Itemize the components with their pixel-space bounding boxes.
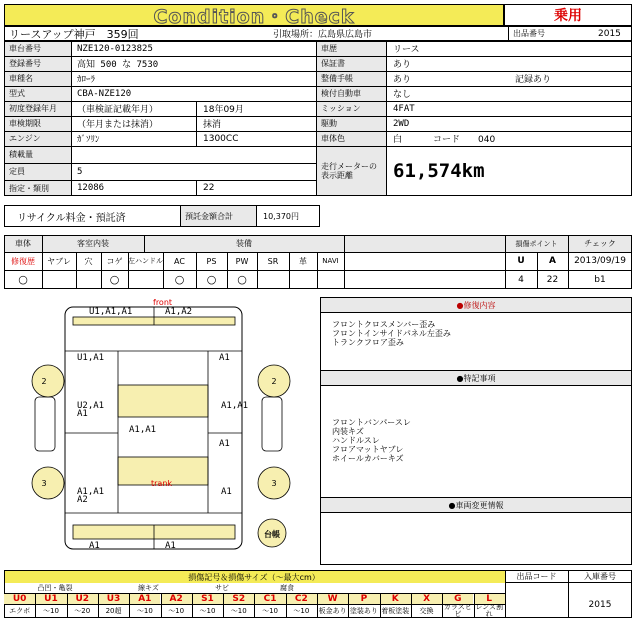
spec-value-2: コード 040 (433, 135, 496, 145)
col-divider (161, 593, 162, 618)
equipment-flag: ○ (109, 273, 120, 286)
special-line: フロントバンパースレ (332, 418, 411, 427)
repair-line: トランクフロア歪み (332, 338, 404, 347)
spec-value: NZE120-0123825 (77, 43, 153, 54)
row-divider (4, 131, 316, 132)
col-divider (196, 252, 197, 289)
equipment-flag: ○ (237, 273, 247, 286)
spec-label: 定員 (9, 167, 25, 176)
spec-label: 指定・類別 (9, 183, 49, 193)
car-outline (4, 295, 316, 553)
legend-code: C2 (286, 593, 317, 604)
mark-right-rear-door: A1 (219, 438, 230, 449)
col-divider (129, 593, 130, 618)
front-label: front (153, 297, 173, 307)
legend-size: ～10 (136, 606, 153, 615)
spec-label: 車台番号 (9, 44, 41, 53)
row-divider (4, 604, 505, 605)
legend-size: ガラスヒビ (443, 604, 472, 618)
spec-value: ｶﾛｰﾗ (77, 75, 96, 85)
legend-group: 腐食 (280, 584, 294, 592)
deposit-value: 10,370円 (263, 211, 299, 221)
legend-code: L (474, 593, 505, 604)
col-divider (196, 131, 197, 146)
change-header: ●車両変更情報 (448, 500, 504, 510)
legend-code: G (442, 593, 473, 604)
recycle-label: リサイクル料金・預託済 (17, 212, 126, 224)
equipment-flag: ○ (174, 273, 185, 286)
odometer-value: 61,574km (393, 159, 485, 182)
col-divider (35, 593, 36, 618)
equipment-item: 革 (299, 256, 307, 266)
spec-value-2: 22 (203, 183, 215, 193)
legend-group: 線キズ (138, 584, 159, 592)
mark-right-front-door: A1,A1 (221, 400, 249, 411)
spec-value-2: 1300CC (203, 133, 239, 144)
tire-front-left: 2 (41, 376, 47, 386)
col-divider (196, 116, 197, 131)
spec-value: （車検証記載年月） (77, 105, 159, 115)
repair-line: フロントクロスメンバー歪み (332, 320, 436, 329)
spec-label: 整備手帳 (321, 74, 353, 83)
legend-size: 交換 (419, 606, 434, 615)
deposit-label: 預託金額合計 (185, 211, 233, 221)
check-value: b1 (594, 274, 606, 285)
legend-size: 板金あり (318, 606, 347, 615)
spec-label: エンジン (9, 134, 41, 143)
legend-size: ～10 (230, 606, 247, 615)
legend-group: 凸凹・亀裂 (37, 584, 73, 592)
spec-label: 車種名 (9, 74, 33, 83)
title-bar (4, 4, 504, 26)
col-divider (474, 593, 475, 618)
equipment-flag (76, 270, 101, 289)
special-header: ●特記事項 (456, 373, 496, 383)
equipment-flag (42, 270, 76, 289)
col-divider (317, 593, 318, 618)
legend-size: ～10 (42, 606, 59, 615)
entry-label: 入庫番号 (584, 572, 616, 581)
special-lines (332, 418, 622, 463)
row-divider (4, 56, 316, 57)
equipment-item: SR (267, 256, 279, 266)
score-header: 損傷ポイント (515, 239, 558, 248)
special-line: ハンドルスレ (332, 436, 380, 445)
mark-left-fender: U1,A1 (77, 352, 105, 363)
special-line: 内装キズ (332, 427, 364, 436)
legend-code: U0 (4, 593, 35, 604)
ledger-stamp: 台帳 (264, 529, 280, 539)
equipment-item: AC (174, 256, 185, 266)
spec-label: ミッション (321, 104, 361, 113)
spec-label: 車体色 (321, 134, 345, 143)
spec-value-2: 記録あり (515, 75, 552, 85)
check-date: 2013/09/19 (574, 256, 626, 266)
spec-label: 積載量 (9, 150, 33, 159)
legend-size: 着板塗装 (381, 606, 410, 615)
spec-label: 車歴 (321, 44, 337, 53)
col-divider (257, 252, 258, 289)
row-divider (4, 71, 316, 72)
special-line: フロアマットヤブレ (332, 445, 404, 454)
col-divider (317, 252, 318, 289)
spec-value: なし (393, 90, 412, 100)
ua-value-a: 22 (546, 274, 559, 285)
col-divider (196, 101, 197, 116)
legend-code: U2 (67, 593, 98, 604)
spec-value: 5 (77, 166, 83, 177)
shuppin-number: 2015 (598, 28, 621, 39)
legend-code: S2 (223, 593, 254, 604)
col-divider (196, 180, 197, 196)
col-divider (227, 252, 228, 289)
ua-label-u: U (517, 256, 525, 266)
ua-value-u: 4 (518, 274, 524, 285)
vehicle-type: 乗用 (554, 8, 582, 24)
page-title: Condition・Check (153, 5, 355, 28)
spec-value: ｶﾞｿﾘﾝ (77, 135, 100, 145)
tire-front-right: 2 (271, 376, 277, 386)
equipment-item: PW (235, 256, 249, 266)
legend-size: 塗装あり (349, 606, 378, 615)
col-divider (442, 593, 443, 618)
equipment-flag: ○ (18, 273, 28, 286)
mark-front-left: U1,A1,A1 (89, 306, 133, 317)
pickup-location: 引取場所：広島県広島市 (273, 30, 373, 40)
legend-code: W (317, 593, 348, 604)
spec-value: （年月または抹消） (77, 120, 159, 130)
row-divider (4, 163, 316, 164)
mark-left-front-door-2: A1 (77, 408, 88, 419)
col-divider (67, 593, 68, 618)
trunk-label: trank (151, 478, 173, 488)
legend-size: エクボ (9, 606, 31, 615)
spec-label: 保証書 (321, 59, 345, 68)
equipment-flag (257, 270, 289, 289)
legend-code: C1 (254, 593, 285, 604)
legend-size: ～20 (74, 606, 91, 615)
legend-group: サビ (215, 584, 229, 592)
col-header-body: 車体 (15, 239, 31, 248)
entry-value: 2015 (588, 600, 612, 610)
legend-size: レンズ割れ (475, 604, 503, 618)
spec-label: 走行メーターの表示距離 (321, 161, 377, 180)
col-divider (289, 252, 290, 289)
spec-label: 駆動 (321, 119, 337, 128)
equipment-item: コゲ (106, 256, 123, 266)
repair-header: ●修復内容 (456, 300, 496, 310)
spec-label: 型式 (9, 89, 25, 98)
equipment-flag (289, 270, 317, 289)
spec-value: リース (393, 45, 420, 55)
spec-label: 車検期限 (9, 119, 41, 128)
spec-value-2: 18年09月 (203, 105, 244, 115)
mark-rear-left: A1 (89, 540, 100, 551)
legend-size: ～10 (199, 606, 216, 615)
col-divider (286, 593, 287, 618)
col-divider (411, 593, 412, 618)
legend-size: 20超 (105, 606, 122, 615)
mark-roof: A1,A1 (129, 424, 157, 435)
col-divider (192, 593, 193, 618)
mark-left-front-door: U2,A1 (77, 400, 105, 411)
ua-label-a: A (549, 256, 556, 266)
special-line: ホイールカバーキズ (332, 454, 404, 463)
shuppin-code-label: 出品コード (516, 572, 557, 581)
legend-code: X (411, 593, 442, 604)
row-divider (4, 86, 316, 87)
spec-label: 初度登録年月 (9, 104, 57, 113)
spec-value-2: 抹消 (203, 120, 222, 130)
spec-value: 12086 (77, 183, 105, 193)
legend-code: S1 (192, 593, 223, 604)
spec-value: 2WD (393, 118, 410, 129)
spec-label: 登録番号 (9, 59, 41, 68)
legend-size: ～10 (293, 606, 310, 615)
spec-value: CBA-NZE120 (77, 88, 132, 99)
equipment-item: PS (206, 256, 217, 266)
tire-rear-right: 3 (271, 478, 277, 488)
row-divider (4, 146, 316, 147)
company-name: リースアップ神戸 359回 (9, 27, 139, 41)
col-divider (98, 593, 99, 618)
equipment-flag (128, 270, 163, 289)
equipment-flag: ○ (206, 273, 217, 286)
car-diagram (4, 295, 316, 553)
mark-right-rear-qtr: A1 (221, 486, 232, 497)
legend-code: U3 (98, 593, 129, 604)
mark-left-rear-qtr-2: A2 (77, 494, 88, 505)
tire-rear-left: 3 (41, 478, 47, 488)
equipment-item: NAVI (322, 257, 339, 265)
legend-code: P (348, 593, 379, 604)
legend-code: A2 (161, 593, 192, 604)
col-divider (163, 252, 164, 289)
col-divider (380, 593, 381, 618)
mark-rear-right: A1 (165, 540, 176, 551)
equipment-item: 左ハンドル (128, 257, 163, 265)
row-divider (4, 116, 316, 117)
col-divider (128, 252, 129, 289)
legend-size: ～10 (262, 606, 278, 615)
spec-value: 高知 500 な 7530 (77, 60, 159, 70)
equipment-item: 穴 (84, 256, 93, 266)
spec-value: 4FAT (393, 103, 415, 114)
col-divider (223, 593, 224, 618)
spec-label: 検付自動車 (321, 89, 361, 98)
check-header: チェック (584, 239, 616, 248)
legend-code: A1 (129, 593, 160, 604)
shuppin-label: 出品番号 (513, 29, 545, 38)
equipment-item: 修復歴 (11, 256, 35, 266)
mark-front-right: A1,A2 (165, 306, 193, 317)
mark-right-fender: A1 (219, 352, 230, 363)
vehicle-type-box (504, 4, 632, 26)
row-divider (4, 180, 316, 181)
spec-value: あり (393, 75, 412, 85)
col-header-interior: 客室内装 (77, 239, 109, 248)
col-divider (254, 593, 255, 618)
spec-value: 白 (393, 135, 403, 145)
row-divider (4, 593, 505, 594)
legend-code: U1 (35, 593, 66, 604)
legend-title: 損傷記号＆損傷サイズ（～最大cm） (188, 572, 320, 582)
repair-lines (332, 320, 622, 347)
col-divider (101, 252, 102, 289)
equipment-item: ヤブレ (47, 256, 71, 266)
spec-value: あり (393, 60, 412, 70)
col-divider (76, 252, 77, 289)
mark-left-rear-qtr: A1,A1 (77, 486, 105, 497)
spec-value (74, 146, 77, 163)
col-header-equipment: 装備 (236, 239, 252, 248)
legend-code: K (380, 593, 411, 604)
legend-size: ～10 (168, 606, 185, 615)
repair-line: フロントインサイドパネル左歪み (332, 329, 451, 338)
equipment-flag (317, 270, 344, 289)
col-divider (348, 593, 349, 618)
